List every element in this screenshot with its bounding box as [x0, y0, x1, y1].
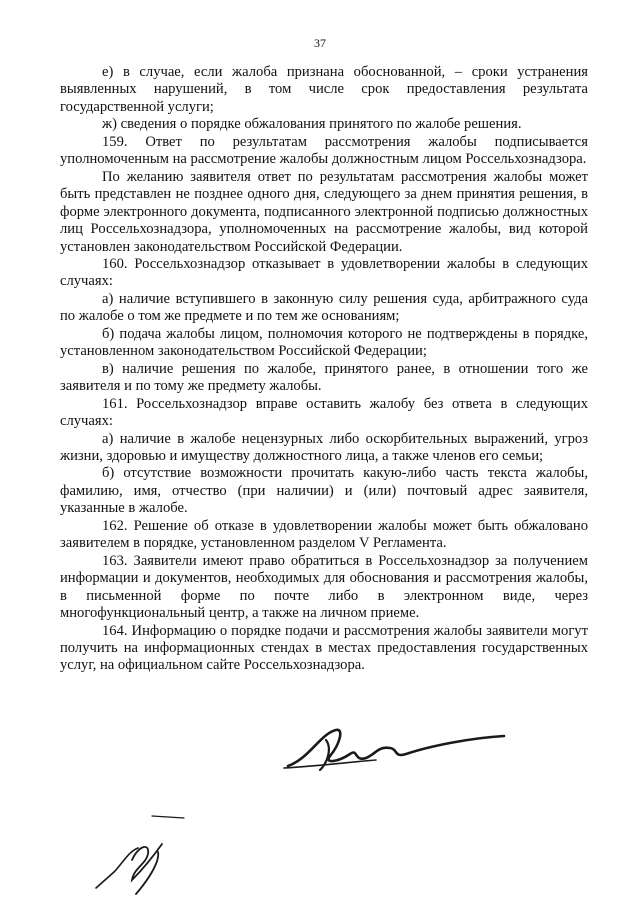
document-body	[60, 64, 588, 675]
paragraph-item-e: е) в случае, если жалоба признана обоснованной, – сроки устранения выявленных нарушений, в том числе срок предоставления результата государственной услуги;	[60, 64, 588, 115]
paragraph-160: 160. Россельхознадзор отказывает в удовлетворении жалобы в следующих случаях:	[60, 255, 588, 290]
paragraph-159-electronic: По желанию заявителя ответ по результатам рассмотрения жалобы может быть представлен не позднее одного дня, следующего за днем принятия решения, в форме электронного документа, подписанного электронной подписью должностных лиц Россельхознадзора, уполномоченных на рассмотрение жалобы, вид которой установлен законодательством Российской Федерации.	[60, 168, 588, 255]
paragraph-164: 164. Информацию о порядке подачи и рассмотрения жалобы заявители могут получить на информационных стендах в местах предоставления государственных услуг, на официальном сайте Россельхознадзора.	[60, 622, 588, 674]
paragraph-160-a: а) наличие вступившего в законную силу решения суда, арбитражного суда по жалобе о том же предмете и по тем же основаниям;	[60, 290, 588, 325]
handwritten-signature	[280, 722, 510, 778]
page-number: 37	[314, 36, 326, 50]
paragraph-160-b: б) подача жалобы лицом, полномочия которого не подтверждены в порядке, установленном законодательством Российской Федерации;	[60, 325, 588, 360]
paragraph-160-v: в) наличие решения по жалобе, принятого ранее, в отношении того же заявителя и по тому же предмету жалобы.	[60, 360, 588, 395]
paragraph-162: 162. Решение об отказе в удовлетворении жалобы может быть обжаловано заявителем в порядке, установленном разделом V Регламента.	[60, 517, 588, 552]
handwritten-initials	[88, 808, 188, 898]
paragraph-159: 159. Ответ по результатам рассмотрения жалобы подписывается уполномоченным на рассмотрение жалобы должностным лицом Россельхознадзора.	[60, 133, 588, 168]
paragraph-161-b: б) отсутствие возможности прочитать какую-либо часть текста жалобы, фамилию, имя, отчество (при наличии) и (или) почтовый адрес заявителя, указанные в жалобе.	[60, 465, 588, 517]
paragraph-163: 163. Заявители имеют право обратиться в Россельхознадзор за получением информации и документов, необходимых для обоснования и рассмотрения жалобы, в письменной форме по почте либо в электронном виде, через многофункциональный центр, а также на личном приеме.	[60, 552, 588, 622]
paragraph-161: 161. Россельхознадзор вправе оставить жалобу без ответа в следующих случаях:	[60, 395, 588, 430]
paragraph-item-zh: ж) сведения о порядке обжалования принятого по жалобе решения.	[102, 116, 522, 133]
paragraph-161-a: а) наличие в жалобе нецензурных либо оскорбительных выражений, угроз жизни, здоровью и имуществу должностного лица, а также членов его семьи;	[60, 430, 588, 464]
